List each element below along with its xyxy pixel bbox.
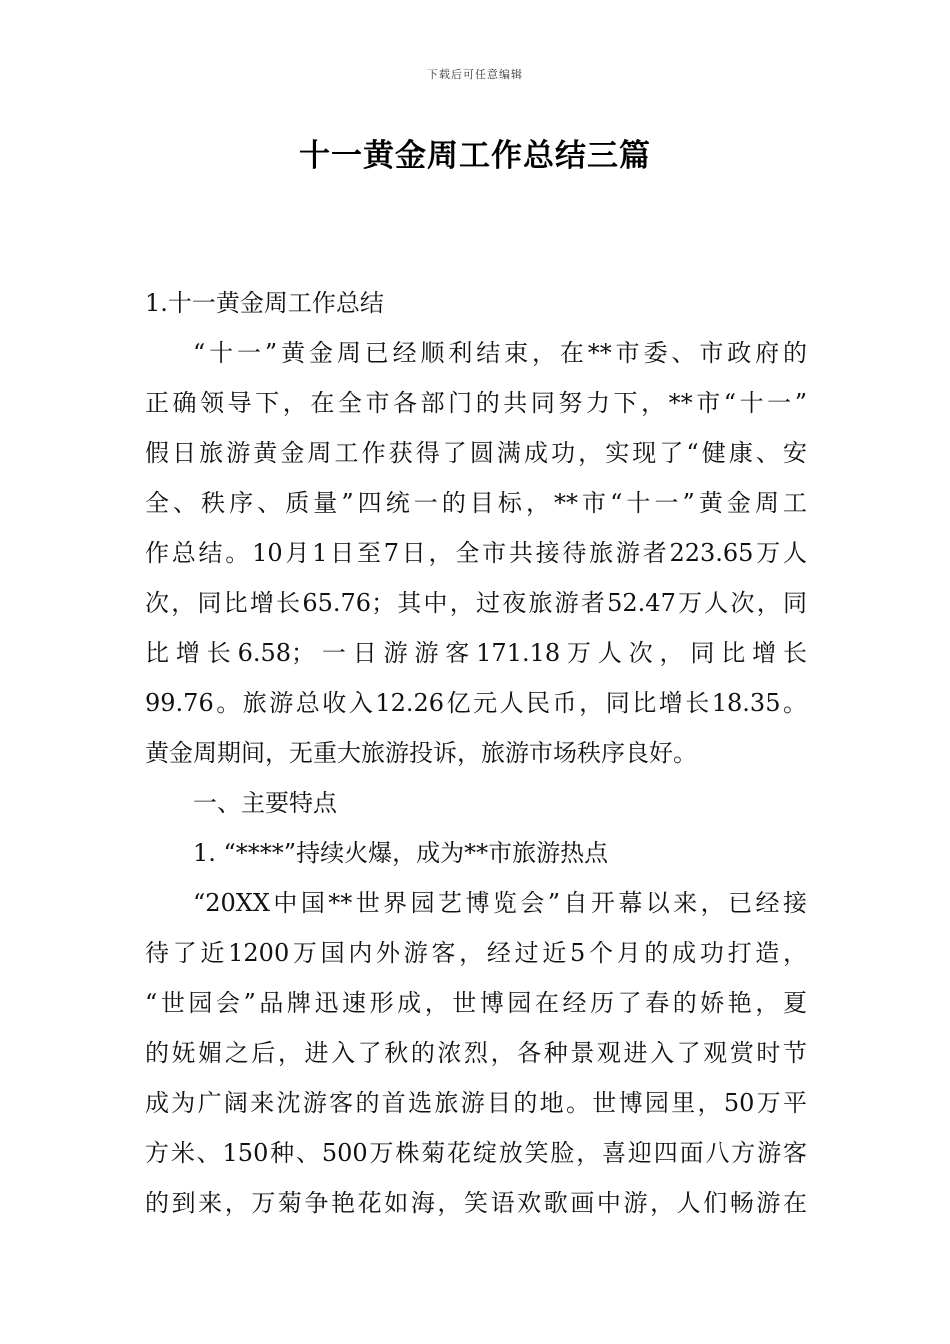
text-line: 次，同比增长65.76；其中，过夜旅游者52.47万人次，同 [145, 589, 807, 617]
text-line: 成为广阔来沈游客的首选旅游目的地。世博园里，50万平 [145, 1089, 807, 1117]
body-text [145, 278, 807, 1228]
text-line: 一、主要特点 [193, 789, 337, 817]
text-line: 待了近1200万国内外游客，经过近5个月的成功打造， [145, 939, 807, 967]
text-line: 假日旅游黄金周工作获得了圆满成功，实现了“健康、安 [145, 439, 807, 467]
text-line: 黄金周期间，无重大旅游投诉，旅游市场秩序良好。 [145, 739, 697, 767]
text-line: “世园会”品牌迅速形成，世博园在经历了春的娇艳，夏 [145, 989, 807, 1017]
text-line: 作总结。10月1日至7日，全市共接待旅游者223.65万人 [145, 539, 807, 567]
text-line: “十一”黄金周已经顺利结束，在**市委、市政府的 [193, 339, 807, 367]
header-note: 下载后可任意编辑 [427, 68, 523, 81]
text-line: 1. “****”持续火爆，成为**市旅游热点 [193, 839, 609, 867]
text-line: 正确领导下，在全市各部门的共同努力下，**市“十一” [145, 389, 807, 417]
text-line: 比增长6.58；一日游游客171.18万人次，同比增长 [145, 639, 807, 667]
text-line: 的到来，万菊争艳花如海，笑语欢歌画中游，人们畅游在 [145, 1189, 807, 1217]
text-line: 方米、150种、500万株菊花绽放笑脸，喜迎四面八方游客 [145, 1139, 807, 1167]
document-title: 十一黄金周工作总结三篇 [299, 138, 651, 174]
text-line: 全、秩序、质量”四统一的目标，**市“十一”黄金周工 [145, 489, 807, 517]
text-line: 99.76。旅游总收入12.26亿元人民币，同比增长18.35。 [145, 689, 807, 717]
text-line: 1.十一黄金周工作总结 [145, 289, 384, 317]
text-line: 的妩媚之后，进入了秋的浓烈，各种景观进入了观赏时节 [145, 1039, 807, 1067]
text-line: “20XX中国**世界园艺博览会”自开幕以来，已经接 [193, 889, 807, 917]
